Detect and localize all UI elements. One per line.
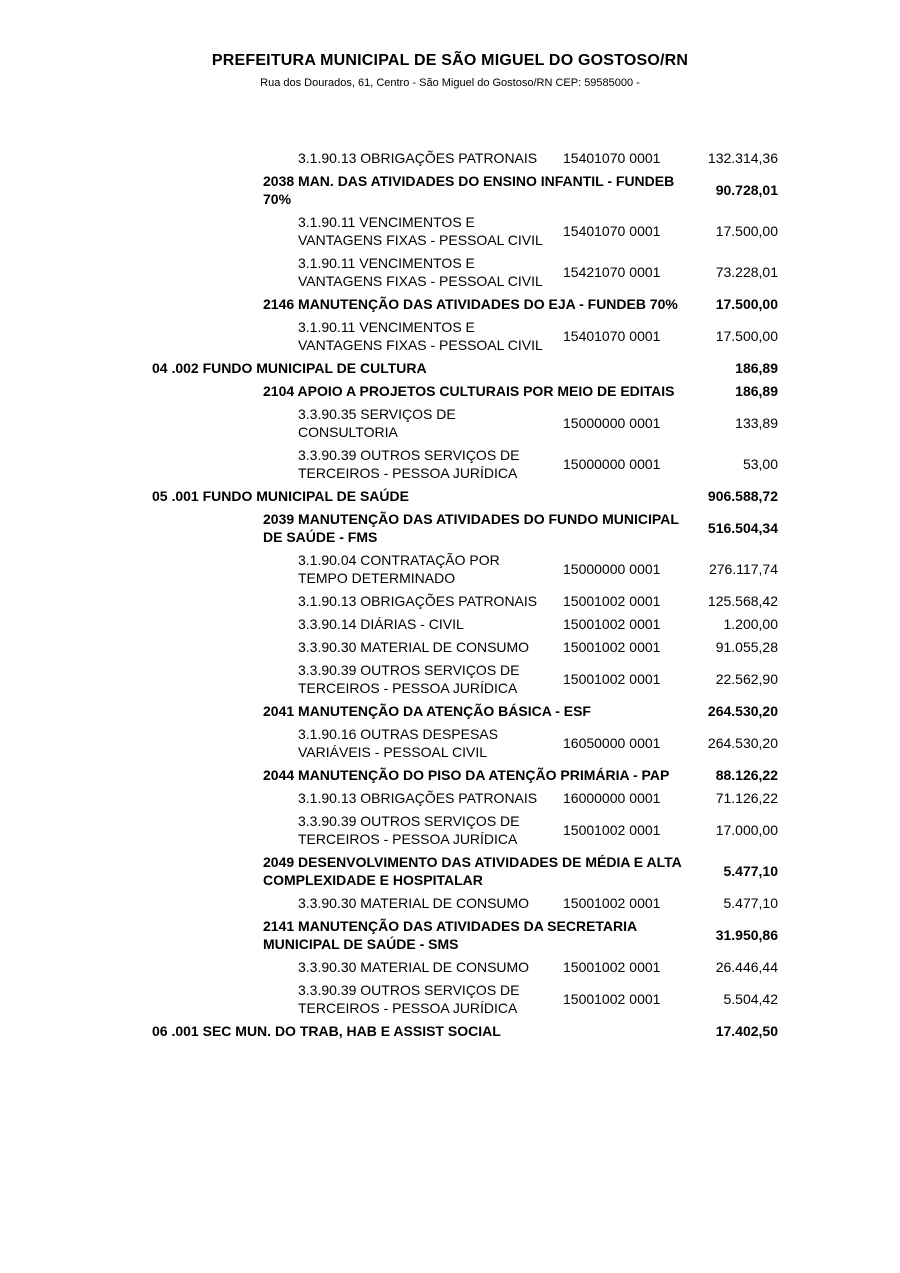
row-code-source: 0001 <box>629 789 661 806</box>
table-row <box>152 379 778 402</box>
row-budget-code <box>563 734 683 752</box>
table-row <box>152 315 778 356</box>
row-description: 05 .001 FUNDO MUNICIPAL DE SAÚDE <box>152 487 409 504</box>
row-description: 2044 MANUTENÇÃO DO PISO DA ATENÇÃO PRIMÁRIA - PAP <box>263 766 670 783</box>
row-value: 5.504,42 <box>723 990 778 1007</box>
row-code-source: 0001 <box>629 455 661 472</box>
table-row <box>152 635 778 658</box>
row-code-source: 0001 <box>629 894 661 911</box>
row-value: 5.477,10 <box>723 894 778 911</box>
row-code-main: 16050000 <box>563 734 626 751</box>
row-description: 3.3.90.39 OUTROS SERVIÇOS DE TERCEIROS - PESSOA JURÍDICA <box>298 812 520 847</box>
row-code-source: 0001 <box>629 958 661 975</box>
table-row <box>152 146 778 169</box>
row-code-source: 0001 <box>629 670 661 687</box>
row-budget-code <box>563 789 683 807</box>
row-code-main: 15421070 <box>563 263 626 280</box>
row-code-main: 15000000 <box>563 455 626 472</box>
table-row <box>152 1019 778 1042</box>
row-description: 3.1.90.13 OBRIGAÇÕES PATRONAIS <box>298 592 538 609</box>
row-code-source: 0001 <box>629 615 661 632</box>
row-value: 906.588,72 <box>707 487 778 504</box>
row-budget-code <box>563 149 683 167</box>
row-description: 3.3.90.39 OUTROS SERVIÇOS DE TERCEIROS - PESSOA JURÍDICA <box>298 446 520 481</box>
row-budget-code <box>563 990 683 1008</box>
row-value: 516.504,34 <box>707 519 778 536</box>
row-code-main: 15401070 <box>563 222 626 239</box>
row-value: 26.446,44 <box>715 958 778 975</box>
table-row <box>152 589 778 612</box>
row-description: 2049 DESENVOLVIMENTO DAS ATIVIDADES DE MÉDIA E ALTA COMPLEXIDADE E HOSPITALAR <box>263 853 682 888</box>
table-row <box>152 914 778 955</box>
row-code-main: 15001002 <box>563 894 626 911</box>
table-row <box>152 809 778 850</box>
row-code-main: 15401070 <box>563 149 626 166</box>
row-description: 2141 MANUTENÇÃO DAS ATIVIDADES DA SECRETARIA MUNICIPAL DE SAÚDE - SMS <box>263 917 637 952</box>
table-row <box>152 722 778 763</box>
table-row <box>152 978 778 1019</box>
row-code-main: 15001002 <box>563 638 626 655</box>
table-row <box>152 169 778 210</box>
row-value: 31.950,86 <box>715 926 778 943</box>
row-description: 3.3.90.35 SERVIÇOS DE CONSULTORIA <box>298 405 456 440</box>
table-row <box>152 402 778 443</box>
row-code-source: 0001 <box>629 990 661 1007</box>
row-value: 264.530,20 <box>707 734 778 751</box>
row-description: 3.3.90.30 MATERIAL DE CONSUMO <box>298 958 530 975</box>
row-value: 276.117,74 <box>708 560 778 577</box>
row-description: 2038 MAN. DAS ATIVIDADES DO ENSINO INFANTIL - FUNDEB 70% <box>263 172 675 207</box>
row-code-main: 15001002 <box>563 958 626 975</box>
table-row <box>152 658 778 699</box>
row-code-main: 15000000 <box>563 414 626 431</box>
row-description: 06 .001 SEC MUN. DO TRAB, HAB E ASSIST SOCIAL <box>152 1022 501 1039</box>
row-description: 3.1.90.11 VENCIMENTOS E VANTAGENS FIXAS - PESSOAL CIVIL <box>298 318 543 353</box>
row-description: 3.3.90.39 OUTROS SERVIÇOS DE TERCEIROS - PESSOA JURÍDICA <box>298 661 520 696</box>
row-code-main: 15001002 <box>563 592 626 609</box>
row-budget-code <box>563 560 683 578</box>
row-value: 90.728,01 <box>715 181 778 198</box>
row-description: 2146 MANUTENÇÃO DAS ATIVIDADES DO EJA - FUNDEB 70% <box>263 295 678 312</box>
row-value: 53,00 <box>742 455 778 472</box>
page-title: PREFEITURA MUNICIPAL DE SÃO MIGUEL DO GOSTOSO/RN <box>211 52 689 69</box>
row-code-source: 0001 <box>629 560 661 577</box>
row-code-source: 0001 <box>629 222 661 239</box>
row-code-main: 15001002 <box>563 990 626 1007</box>
row-value: 125.568,42 <box>707 592 778 609</box>
row-value: 88.126,22 <box>715 766 778 783</box>
row-value: 71.126,22 <box>715 789 778 806</box>
table-row <box>152 699 778 722</box>
row-code-main: 16000000 <box>563 789 626 806</box>
row-value: 17.500,00 <box>715 295 778 312</box>
row-budget-code <box>563 455 683 473</box>
table-row <box>152 292 778 315</box>
row-value: 17.402,50 <box>715 1022 778 1039</box>
row-code-main: 15001002 <box>563 670 626 687</box>
table-row <box>152 548 778 589</box>
table-row <box>152 612 778 635</box>
row-code-main: 15001002 <box>563 821 626 838</box>
row-code-source: 0001 <box>629 638 661 655</box>
row-description: 04 .002 FUNDO MUNICIPAL DE CULTURA <box>152 359 427 376</box>
table-row <box>152 891 778 914</box>
row-budget-code <box>563 821 683 839</box>
row-code-source: 0001 <box>629 263 661 280</box>
row-code-source: 0001 <box>629 149 661 166</box>
row-code-source: 0001 <box>629 592 661 609</box>
row-value: 73.228,01 <box>715 263 778 280</box>
row-value: 17.500,00 <box>715 222 778 239</box>
row-budget-code <box>563 958 683 976</box>
row-description: 2104 APOIO A PROJETOS CULTURAIS POR MEIO DE EDITAIS <box>263 382 675 399</box>
row-value: 91.055,28 <box>715 638 778 655</box>
table-row <box>152 955 778 978</box>
row-description: 3.3.90.30 MATERIAL DE CONSUMO <box>298 638 530 655</box>
table-row <box>152 786 778 809</box>
table-row <box>152 251 778 292</box>
row-description: 3.3.90.14 DIÁRIAS - CIVIL <box>298 615 464 632</box>
row-budget-code <box>563 263 683 281</box>
table-row <box>152 443 778 484</box>
row-description: 3.1.90.16 OUTRAS DESPESAS VARIÁVEIS - PESSOAL CIVIL <box>298 725 498 760</box>
row-description: 3.3.90.39 OUTROS SERVIÇOS DE TERCEIROS - PESSOA JURÍDICA <box>298 981 520 1016</box>
table-row <box>152 484 778 507</box>
row-budget-code <box>563 615 683 633</box>
table-row <box>152 763 778 786</box>
budget-table <box>152 146 778 1042</box>
row-description: 3.3.90.30 MATERIAL DE CONSUMO <box>298 894 530 911</box>
row-budget-code <box>563 327 683 345</box>
row-value: 186,89 <box>735 382 778 399</box>
row-budget-code <box>563 670 683 688</box>
row-description: 2039 MANUTENÇÃO DAS ATIVIDADES DO FUNDO MUNICIPAL DE SAÚDE - FMS <box>263 510 679 545</box>
row-value: 264.530,20 <box>707 702 778 719</box>
row-code-source: 0001 <box>629 414 661 431</box>
row-description: 2041 MANUTENÇÃO DA ATENÇÃO BÁSICA - ESF <box>263 702 591 719</box>
row-budget-code <box>563 222 683 240</box>
row-code-main: 15001002 <box>563 615 626 632</box>
row-code-source: 0001 <box>629 734 661 751</box>
row-code-main: 15000000 <box>563 560 626 577</box>
row-code-main: 15401070 <box>563 327 626 344</box>
table-row <box>152 356 778 379</box>
table-row <box>152 210 778 251</box>
row-budget-code <box>563 414 683 432</box>
row-description: 3.1.90.11 VENCIMENTOS E VANTAGENS FIXAS - PESSOAL CIVIL <box>298 254 543 289</box>
row-description: 3.1.90.04 CONTRATAÇÃO POR TEMPO DETERMINADO <box>298 551 500 586</box>
row-value: 186,89 <box>735 359 778 376</box>
table-row <box>152 850 778 891</box>
row-value: 5.477,10 <box>723 862 778 879</box>
row-code-source: 0001 <box>629 327 661 344</box>
row-description: 3.1.90.13 OBRIGAÇÕES PATRONAIS <box>298 149 538 166</box>
row-budget-code <box>563 592 683 610</box>
row-value: 17.000,00 <box>715 821 778 838</box>
document-header <box>0 52 900 89</box>
table-row <box>152 507 778 548</box>
row-code-source: 0001 <box>629 821 661 838</box>
row-description: 3.1.90.13 OBRIGAÇÕES PATRONAIS <box>298 789 538 806</box>
row-budget-code <box>563 638 683 656</box>
row-description: 3.1.90.11 VENCIMENTOS E VANTAGENS FIXAS - PESSOAL CIVIL <box>298 213 543 248</box>
row-value: 133,89 <box>735 414 778 431</box>
row-value: 17.500,00 <box>715 327 778 344</box>
municipality-address: Rua dos Dourados, 61, Centro - São Miguel do Gostoso/RN CEP: 59585000 - <box>260 77 640 89</box>
row-budget-code <box>563 894 683 912</box>
row-value: 132.314,36 <box>707 149 778 166</box>
row-value: 22.562,90 <box>715 670 778 687</box>
row-value: 1.200,00 <box>723 615 778 632</box>
